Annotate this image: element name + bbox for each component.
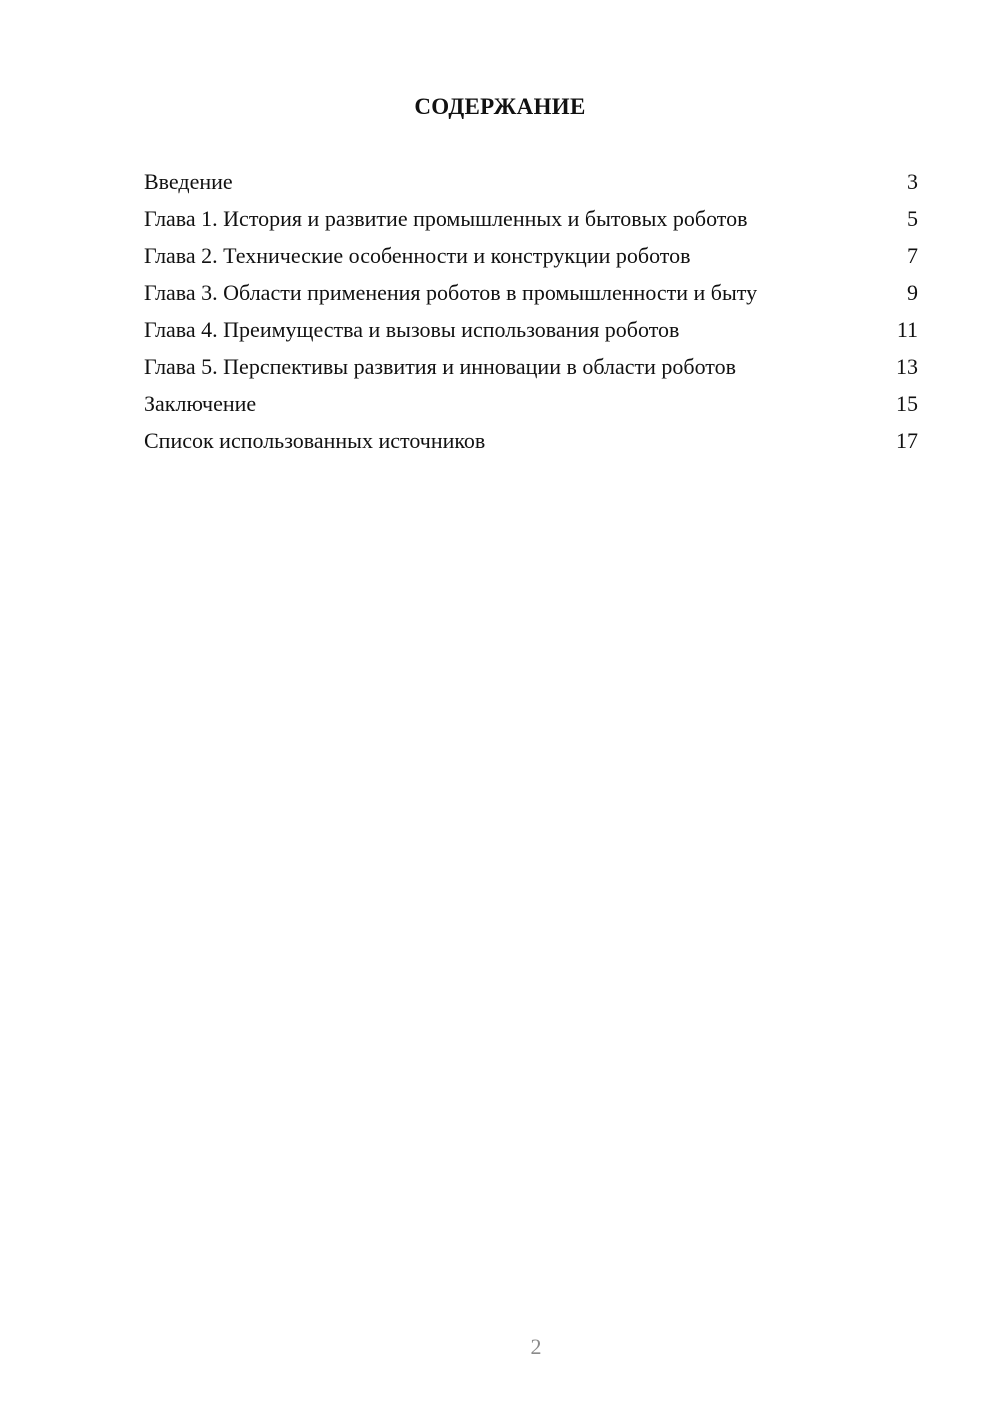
- toc-entry-title: Глава 2. Технические особенности и конструкции роботов: [144, 243, 691, 268]
- toc-entry-chapter-1: [144, 205, 918, 232]
- toc-entry-introduction: [144, 168, 918, 195]
- toc-entry-title: Введение: [144, 169, 233, 194]
- toc-entry-page-number: 9: [907, 280, 918, 305]
- toc-entry-page-number: 5: [907, 206, 918, 231]
- toc-entry-chapter-3: [144, 279, 918, 306]
- toc-entry-chapter-2: [144, 242, 918, 269]
- toc-entry-title: Глава 5. Перспективы развития и инновации в области роботов: [144, 354, 737, 379]
- toc-heading-text: СОДЕРЖАНИЕ: [414, 94, 586, 119]
- toc-entry-title: Глава 1. История и развитие промышленных и бытовых роботов: [144, 206, 748, 231]
- toc-entry-title: Заключение: [144, 391, 257, 416]
- toc-entry-title: Список использованных источников: [144, 428, 486, 453]
- toc-entry-page-number: 11: [896, 317, 918, 342]
- toc-entry-title: Глава 4. Преимущества и вызовы использования роботов: [144, 317, 680, 342]
- toc-entry-chapter-5: [144, 353, 918, 380]
- toc-entry-page-number: 17: [896, 428, 918, 453]
- toc-entry-page-number: 15: [896, 391, 918, 416]
- page-number: 2: [530, 1334, 542, 1359]
- table-of-contents: [144, 168, 918, 464]
- toc-entry-page-number: 13: [896, 354, 918, 379]
- toc-entry-page-number: 7: [907, 243, 918, 268]
- toc-entry-title: Глава 3. Области применения роботов в промышленности и быту: [144, 280, 758, 305]
- toc-entry-references: [144, 427, 918, 454]
- toc-entry-conclusion: [144, 390, 918, 417]
- toc-heading: [0, 94, 1000, 120]
- toc-entry-page-number: 3: [907, 169, 918, 194]
- toc-entry-chapter-4: [144, 316, 918, 343]
